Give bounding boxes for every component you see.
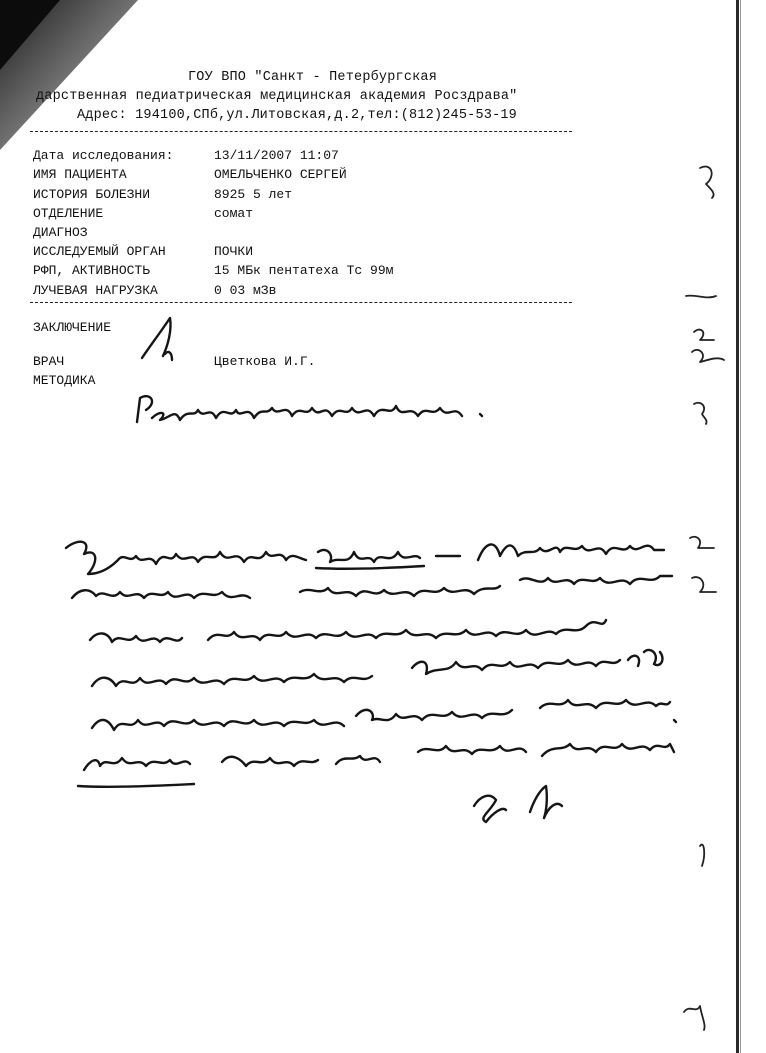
page-edge-shadow bbox=[736, 0, 766, 1053]
handwritten-conclusion bbox=[66, 542, 676, 787]
doctor-name: Цветкова И.Г. bbox=[214, 354, 316, 369]
conclusion-label: ЗАКЛЮЧЕНИЕ bbox=[33, 320, 112, 335]
field-label: ИСТОРИЯ БОЛЕЗНИ bbox=[33, 187, 151, 202]
institution-name-line1: ГОУ ВПО "Санкт - Петербургская bbox=[188, 70, 438, 85]
field-label: РФП, АКТИВНОСТЬ bbox=[33, 263, 151, 278]
field-label: ИССЛЕДУЕМЫЙ ОРГАН bbox=[33, 244, 166, 259]
divider bbox=[30, 302, 572, 303]
field-label: ИМЯ ПАЦИЕНТА bbox=[33, 167, 127, 182]
field-value: 15 МБк пентатеха Тс 99м bbox=[214, 263, 394, 278]
handwritten-signature-initials bbox=[142, 318, 172, 360]
doctor-label: ВРАЧ bbox=[33, 354, 65, 369]
field-value: 8925 5 лет bbox=[214, 187, 293, 202]
field-label: Дата исследования: bbox=[33, 148, 174, 163]
institution-address: Адрес: 194100,СПб,ул.Литовская,д.2,тел:(812)245-53-19 bbox=[77, 108, 517, 123]
handwritten-signature bbox=[474, 786, 562, 822]
field-value: ОМЕЛЬЧЕНКО СЕРГЕЙ bbox=[214, 167, 347, 182]
method-label: МЕТОДИКА bbox=[33, 373, 96, 388]
field-value: 0 03 мЗв bbox=[214, 283, 277, 298]
field-value: сомат bbox=[214, 206, 254, 221]
institution-name-line2: дарственная педиатрическая медицинская академия Росздрава" bbox=[36, 89, 518, 104]
field-label: ДИАГНОЗ bbox=[33, 225, 88, 240]
field-label: ОТДЕЛЕНИЕ bbox=[33, 206, 104, 221]
handwritten-method bbox=[137, 396, 482, 422]
divider bbox=[30, 131, 572, 132]
field-label: ЛУЧЕВАЯ НАГРУЗКА bbox=[33, 283, 158, 298]
folded-corner bbox=[0, 0, 150, 160]
field-value: ПОЧКИ bbox=[214, 244, 254, 259]
field-value: 13/11/2007 11:07 bbox=[214, 148, 339, 163]
